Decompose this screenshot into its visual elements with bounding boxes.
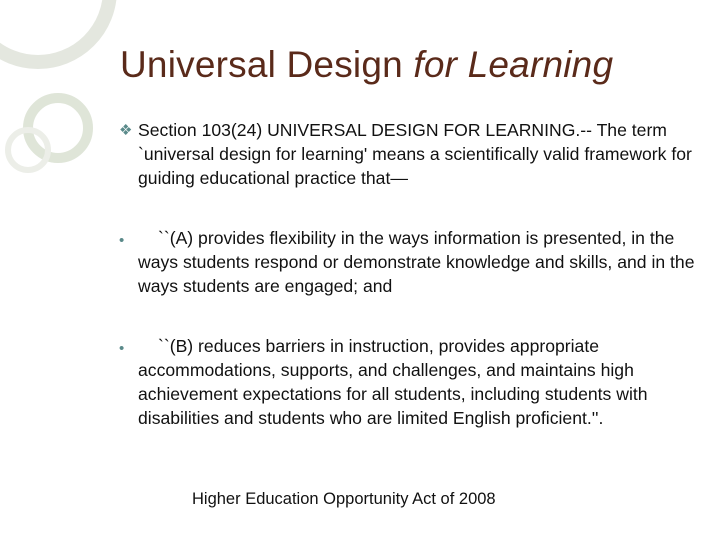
decor-ring-large xyxy=(0,0,110,62)
title-italic: for Learning xyxy=(413,44,614,85)
clause-a-text: ``(A) provides flexibility in the ways information is presented, in the ways students respond or demonstrate knowledge and skills, and in the ways students are engaged; and xyxy=(138,228,695,296)
section-definition: The term `universal design for learning' means a scientifically valid framework for guiding educational practice that— xyxy=(138,120,692,188)
source-citation: Higher Education Opportunity Act of 2008 xyxy=(192,490,496,508)
section-heading: Section 103(24) UNIVERSAL DESIGN FOR LEARNING.-- xyxy=(138,120,592,140)
small-bullet-icon: • xyxy=(119,340,125,357)
slide-title xyxy=(120,44,613,86)
paragraph-clause-a xyxy=(138,226,698,298)
paragraph-section xyxy=(138,118,698,190)
title-main: Universal Design xyxy=(120,44,414,85)
paragraph-clause-b xyxy=(138,334,698,430)
diamond-bullet-icon: ❖ xyxy=(119,122,133,139)
small-bullet-icon: • xyxy=(119,232,125,249)
clause-b-text: ``(B) reduces barriers in instruction, provides appropriate accommodations, supports, and challenges, and maintains high achievement expectations for all students, including students with disabilities and students who are limited English proficient.''. xyxy=(138,336,648,428)
decor-ring-medium xyxy=(28,98,88,158)
